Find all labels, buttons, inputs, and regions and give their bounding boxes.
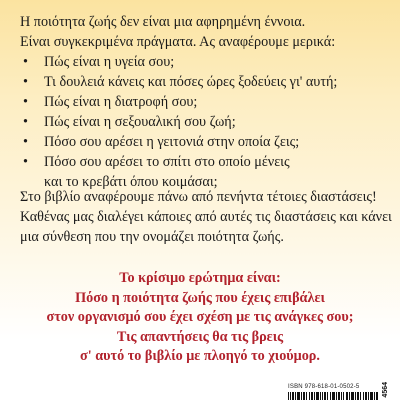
- bullet-icon: •: [23, 134, 28, 150]
- list-item: [20, 52, 390, 72]
- quote-line-3: στον οργανισμό σου έχει σχέση με τις ανάγκες σου;: [46, 309, 354, 325]
- paragraph-line-2: Καθένας μας διαλέγει κάποιες από αυτές τις διαστάσεις και κάνει: [20, 209, 392, 225]
- quote-line-5: σ' αυτό το βιβλίο με πλοηγό το χιούμορ.: [80, 348, 320, 364]
- bullet-icon: •: [23, 74, 28, 90]
- quote-line-4: Τις απαντήσεις θα τις βρεις: [116, 328, 284, 345]
- quote-line-2: Πόσο η ποιότητα ζωής που έχεις επιβάλει: [75, 289, 325, 306]
- bullet-icon: •: [23, 114, 28, 130]
- list-item-text: Πώς είναι η σεξουαλική σου ζωή;: [44, 114, 236, 130]
- highlighted-question: [0, 269, 400, 367]
- list-item: [20, 72, 390, 92]
- quote-line-1: Το κρίσιμο ερώτημα είναι:: [119, 270, 281, 286]
- isbn-label: ISBN 978-618-01-0502-5: [288, 384, 360, 390]
- list-item-text: Τι δουλειά κάνεις και πόσες ώρες ξοδεύεις γι' αυτή;: [44, 74, 338, 90]
- intro-text: [20, 12, 390, 52]
- list-item-text: Πόσο σου αρέσει η γειτονιά στην οποία ζεις;: [44, 134, 300, 150]
- list-item-text: Πώς είναι η διατροφή σου;: [44, 94, 198, 110]
- bullet-icon: •: [23, 94, 28, 110]
- barcode-icon: [288, 392, 378, 400]
- list-item: [20, 132, 390, 152]
- paragraph-line-1: Στο βιβλίο αναφέρουμε πάνω από πενήντα τέτοιες διαστάσεις!: [20, 189, 377, 205]
- list-item: [20, 92, 390, 112]
- list-item-text: Πώς είναι η υγεία σου;: [44, 54, 175, 70]
- intro-line-2: Είναι συγκεκριμένα πράγματα. Ας αναφέρουμε μερικά:: [20, 34, 336, 50]
- intro-line-1: Η ποιότητα ζωής δεν είναι μια αφηρημένη έννοια.: [20, 14, 306, 30]
- bullet-icon: •: [23, 154, 28, 170]
- description-paragraph: [20, 187, 392, 247]
- bullet-list: [20, 52, 390, 192]
- list-item: [20, 152, 390, 192]
- paragraph-line-3: μια σύνθεση που την ονομάζει ποιότητα ζωής.: [20, 229, 284, 245]
- list-item: [20, 112, 390, 132]
- list-item-text: Πόσο σου αρέσει το σπίτι στο οποίο μένεις: [44, 154, 290, 170]
- list-item-text-continued: και το κρεβάτι όπου κοιμάσαι;: [44, 174, 218, 190]
- barcode-side-number: 4564: [382, 382, 389, 398]
- bullet-icon: •: [23, 54, 28, 70]
